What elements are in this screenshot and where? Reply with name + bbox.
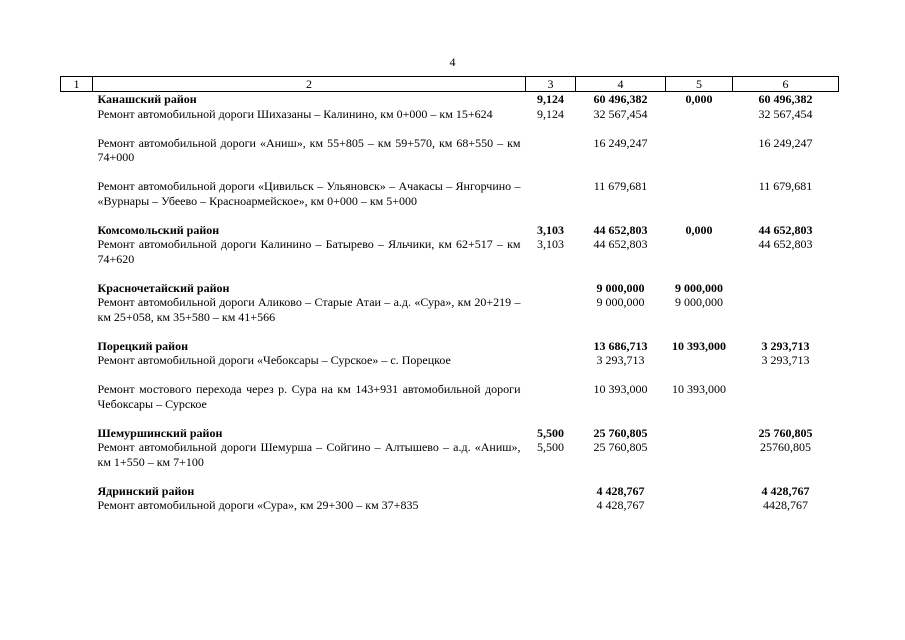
cell-amount-col-5: 10 393,000 [672,338,726,353]
repair-item-row [61,353,839,368]
cell-total-amount: 3 293,713 [596,353,645,367]
repair-item-name: Ремонт автомобильной дороги «Сура», км 29+300 – км 37+835 [97,498,419,512]
repair-item-name: Ремонт автомобильной дороги Шемурша – Сойгино – Алтышево – а.д. «Аниш», км 1+550 – км 7+100 [97,440,521,469]
spacer-row [61,165,839,180]
cell-total-amount: 44 652,803 [593,237,648,251]
cell-total-amount: 4 428,767 [596,483,645,498]
cell-col-1 [61,281,93,296]
repair-item-row [61,440,839,469]
cell-amount-col-6: 25 760,805 [758,425,813,440]
cell-amount-col-5: 9 000,000 [675,280,723,295]
cell-amount-col-6: 11 679,681 [758,179,813,193]
cell-amount-col-6: 3 293,713 [761,338,810,353]
cell-amount-col-5 [666,440,733,469]
cell-amount-col-6: 60 496,382 [758,92,813,106]
header-col-6: 6 [733,77,839,92]
repair-item-row [61,179,839,208]
cell-total-amount: 9 000,000 [596,295,645,309]
cell-total-amount: 4 428,767 [596,498,645,512]
cell-amount-col-6: 4 428,767 [761,483,810,498]
cell-length-km [526,382,576,411]
cell-amount-col-6: 3 293,713 [761,353,810,367]
repair-item-name: Ремонт автомобильной дороги Аликово – Старые Атаи – а.д. «Сура», км 20+219 – км 25+058, км 35+580 – км 41+566 [97,295,521,324]
cell-amount-col-5: 0,000 [685,222,713,237]
cell-length-km [526,295,576,324]
cell-length-km: 9,124 [537,92,564,106]
cell-amount-col-5 [666,107,733,122]
district-name: Комсомольский район [97,222,220,237]
district-row [61,484,839,499]
repair-item-name: Ремонт автомобильной дороги Шихазаны – Калинино, км 0+000 – км 15+624 [97,106,493,121]
district-row [61,281,839,296]
cell-amount-col-6: 4428,767 [763,498,808,512]
header-col-2: 2 [93,77,526,92]
cell-amount-col-5 [666,237,733,266]
cell-amount-col-6: 25760,805 [760,440,811,454]
district-row [61,339,839,354]
spacer-cell [61,121,839,136]
header-row [61,77,839,92]
cell-amount-col-6: 16 249,247 [758,135,813,150]
cell-length-km [526,353,576,368]
cell-col-1 [61,382,93,411]
table-body [61,92,839,513]
district-row [61,426,839,441]
cell-amount-col-6: 44 652,803 [758,237,813,251]
cell-amount-col-5: 0,000 [685,92,713,106]
header-col-4: 4 [576,77,666,92]
cell-amount-col-5 [666,498,733,513]
district-name: Порецкий район [97,338,188,353]
cell-total-amount: 16 249,247 [593,135,648,150]
cell-total-amount: 44 652,803 [593,222,648,237]
cell-col-1 [61,353,93,368]
cell-length-km [526,484,576,499]
district-name: Канашский район [97,92,197,106]
repair-item-row [61,237,839,266]
repair-item-name: Ремонт автомобильной дороги «Аниш», км 55+805 – км 59+570, км 68+550 – км 74+000 [97,135,521,164]
cell-amount-col-5 [666,484,733,499]
cell-length-km: 5,500 [537,425,564,440]
cell-total-amount: 32 567,454 [593,106,648,121]
spacer-row [61,368,839,383]
cell-total-amount: 60 496,382 [593,92,648,106]
cell-col-1 [61,339,93,354]
cell-length-km: 5,500 [537,440,564,454]
spacer-cell [61,324,839,339]
cell-total-amount: 11 679,681 [593,179,648,193]
spacer-cell [61,368,839,383]
spacer-cell [61,411,839,426]
cell-total-amount: 9 000,000 [596,280,645,295]
cell-length-km: 3,103 [537,237,564,251]
cell-amount-col-5 [666,426,733,441]
header-col-5: 5 [666,77,733,92]
cell-amount-col-6 [733,382,839,411]
cell-amount-col-6: 44 652,803 [758,222,813,237]
cell-col-1 [61,295,93,324]
spacer-cell [61,469,839,484]
cell-amount-col-5: 9 000,000 [675,295,723,309]
cell-col-1 [61,426,93,441]
cell-col-1 [61,484,93,499]
cell-col-1 [61,237,93,266]
cell-length-km [526,179,576,208]
spacer-row [61,411,839,426]
cell-amount-col-6 [733,281,839,296]
cell-amount-col-6: 32 567,454 [758,106,813,121]
repair-item-name: Ремонт автомобильной дороги «Чебоксары – Сурское» – с. Порецкое [97,353,451,367]
cell-col-1 [61,179,93,208]
cell-col-1 [61,440,93,469]
district-name: Шемуршинский район [97,425,223,440]
repair-item-row [61,136,839,165]
road-repair-table [60,76,839,513]
cell-amount-col-5 [666,136,733,165]
cell-col-1 [61,92,93,107]
repair-item-name: Ремонт мостового перехода через р. Сура на км 143+931 автомобильной дороги Чебоксары – Сурское [97,382,521,411]
district-row [61,92,839,107]
cell-col-1 [61,136,93,165]
repair-item-name: Ремонт автомобильной дороги «Цивильск – Ульяновск» – Ачакасы – Янгорчино – «Вурнары – Убеево – Красноармейское», км 0+000 – км 5+000 [97,179,521,208]
cell-amount-col-5 [666,353,733,368]
cell-length-km: 3,103 [537,222,564,237]
cell-total-amount: 25 760,805 [593,425,648,440]
cell-total-amount: 13 686,713 [593,338,648,353]
spacer-cell [61,165,839,180]
cell-total-amount: 25 760,805 [593,440,648,454]
cell-length-km [526,136,576,165]
spacer-row [61,121,839,136]
spacer-cell [61,266,839,281]
cell-amount-col-5 [666,179,733,208]
page-number: 4 [449,55,456,69]
repair-item-row [61,382,839,411]
cell-length-km: 9,124 [537,106,564,121]
district-row [61,223,839,238]
repair-item-row [61,295,839,324]
cell-col-1 [61,223,93,238]
cell-total-amount: 10 393,000 [593,382,648,396]
cell-amount-col-6 [733,295,839,324]
district-name: Красночетайский район [97,280,230,295]
cell-col-1 [61,498,93,513]
cell-col-1 [61,107,93,122]
spacer-row [61,469,839,484]
repair-item-row [61,107,839,122]
cell-length-km [526,498,576,513]
cell-length-km [526,339,576,354]
cell-amount-col-5: 10 393,000 [672,382,726,396]
district-name: Ядринский район [97,483,195,498]
spacer-row [61,208,839,223]
repair-item-row [61,498,839,513]
spacer-row [61,324,839,339]
spacer-cell [61,208,839,223]
spacer-row [61,266,839,281]
header-col-1: 1 [61,77,93,92]
cell-length-km [526,281,576,296]
header-col-3: 3 [526,77,576,92]
repair-item-name: Ремонт автомобильной дороги Калинино – Батырево – Яльчики, км 62+517 – км 74+620 [97,237,521,266]
